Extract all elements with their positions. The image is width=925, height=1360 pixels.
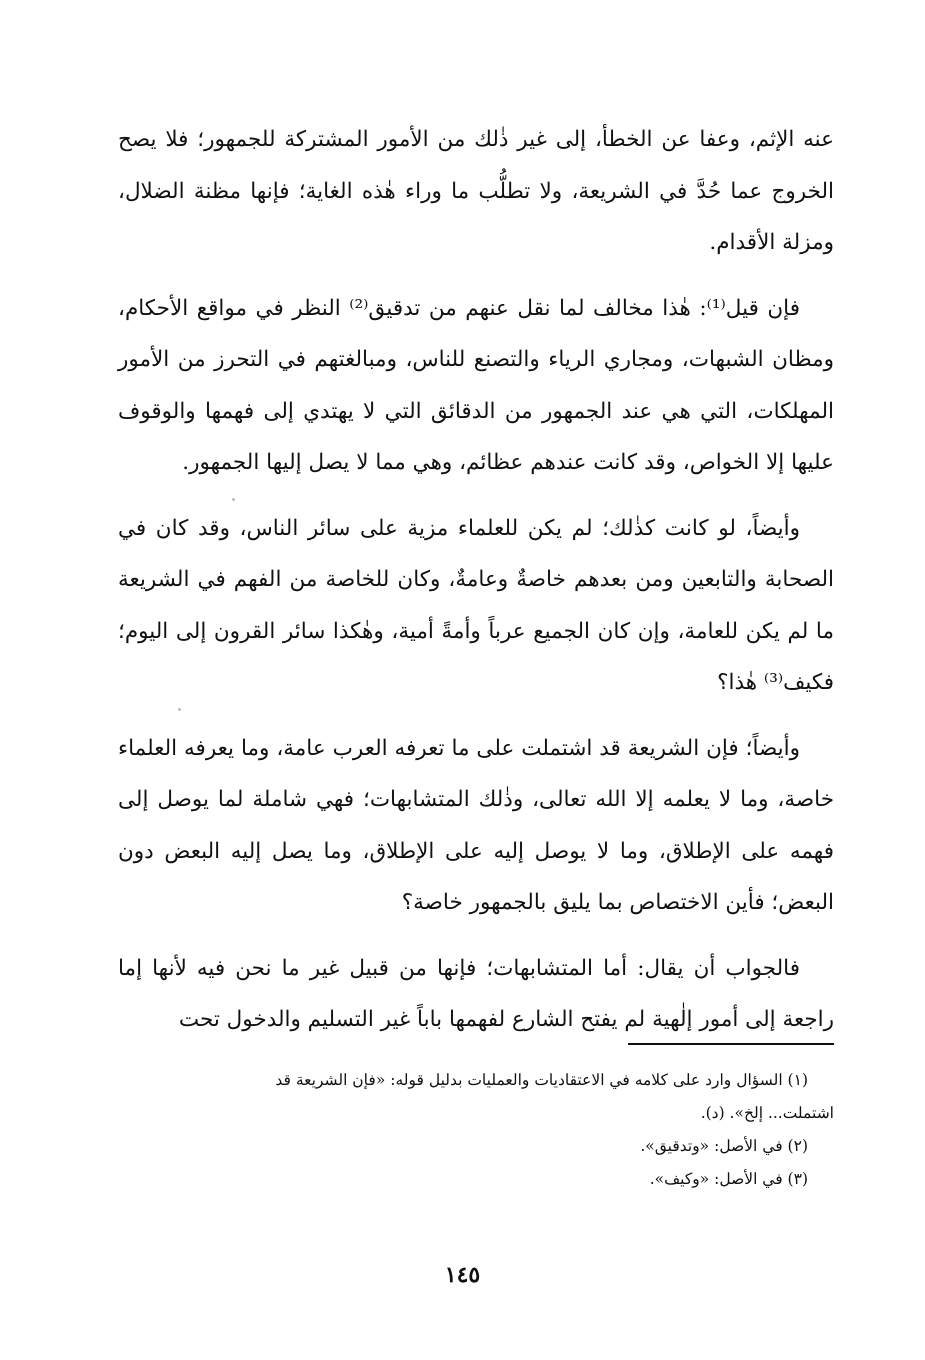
- footnote-1: [118, 1064, 834, 1130]
- scan-speck: [178, 708, 181, 711]
- main-text-body: [118, 114, 834, 1060]
- footnote-separator: [628, 1043, 834, 1045]
- footnotes: [118, 1064, 834, 1196]
- page-number: ١٤٥: [444, 1262, 481, 1288]
- paragraph-4: وأيضاً؛ فإن الشريعة قد اشتملت على ما تعرفه العرب عامة، وما يعرفه العلماء خاصة، وما لا يعلمه إلا الله تعالى، وذٰلك المتشابهات؛ فهي شاملة لما يوصل إلى فهمه على الإطلاق، وما لا يوصل إليه على الإطلاق، وما يصل إليه البعض دون البعض؛ فأين الاختصاص بما يليق بالجمهور خاصة؟: [118, 735, 834, 915]
- footnote-1-line-2: اشتملت... إلخ». (د).: [700, 1104, 834, 1122]
- footnote-3: (٣) في الأصل: «وكيف».: [649, 1170, 808, 1188]
- footnote-2: (٢) في الأصل: «وتدقيق».: [640, 1137, 808, 1155]
- paragraph-2: فإن قيل⁽¹⁾: هٰذا مخالف لما نقل عنهم من تدقيق⁽²⁾ النظر في مواقع الأحكام، ومظان الشبهات، ومجاري الرياء والتصنع للناس، ومبالغتهم في التحرز من الأمور المهلكات، التي هي عند الجمهور من الدقائق التي لا يهتدي إلى فهمها والوقوف عليها إلا الخواص، وقد كانت عندهم عظائم، وهي مما لا يصل إليها الجمهور.: [118, 295, 834, 475]
- scan-speck: [232, 498, 235, 501]
- paragraph-1: عنه الإثم، وعفا عن الخطأ، إلى غير ذٰلك من الأمور المشتركة للجمهور؛ فلا يصح الخروج عما حُدَّ في الشريعة، ولا تطلُّب ما وراء هٰذه الغاية؛ فإنها مظنة الضلال، ومزلة الأقدام.: [118, 127, 834, 255]
- paragraph-5: فالجواب أن يقال: أما المتشابهات؛ فإنها من قبيل غير ما نحن فيه لأنها إما راجعة إلى أمور إلٰهية لم يفتح الشارع لفهمها باباً غير التسليم والدخول تحت: [118, 955, 834, 1032]
- paragraph-3: وأيضاً، لو كانت كذٰلك؛ لم يكن للعلماء مزية على سائر الناس، وقد كان في الصحابة والتابعين ومن بعدهم خاصةٌ وعامةٌ، وكان للخاصة من الفهم في الشريعة ما لم يكن للعامة، وإن كان الجميع عرباً وأمةً أمية، وهٰكذا سائر القرون إلى اليوم؛ فكيف⁽³⁾ هٰذا؟: [118, 515, 834, 695]
- footnote-1-line-1: (١) السؤال وارد على كلامه في الاعتقاديات والعمليات بدليل قوله: «فإن الشريعة قد: [275, 1071, 808, 1089]
